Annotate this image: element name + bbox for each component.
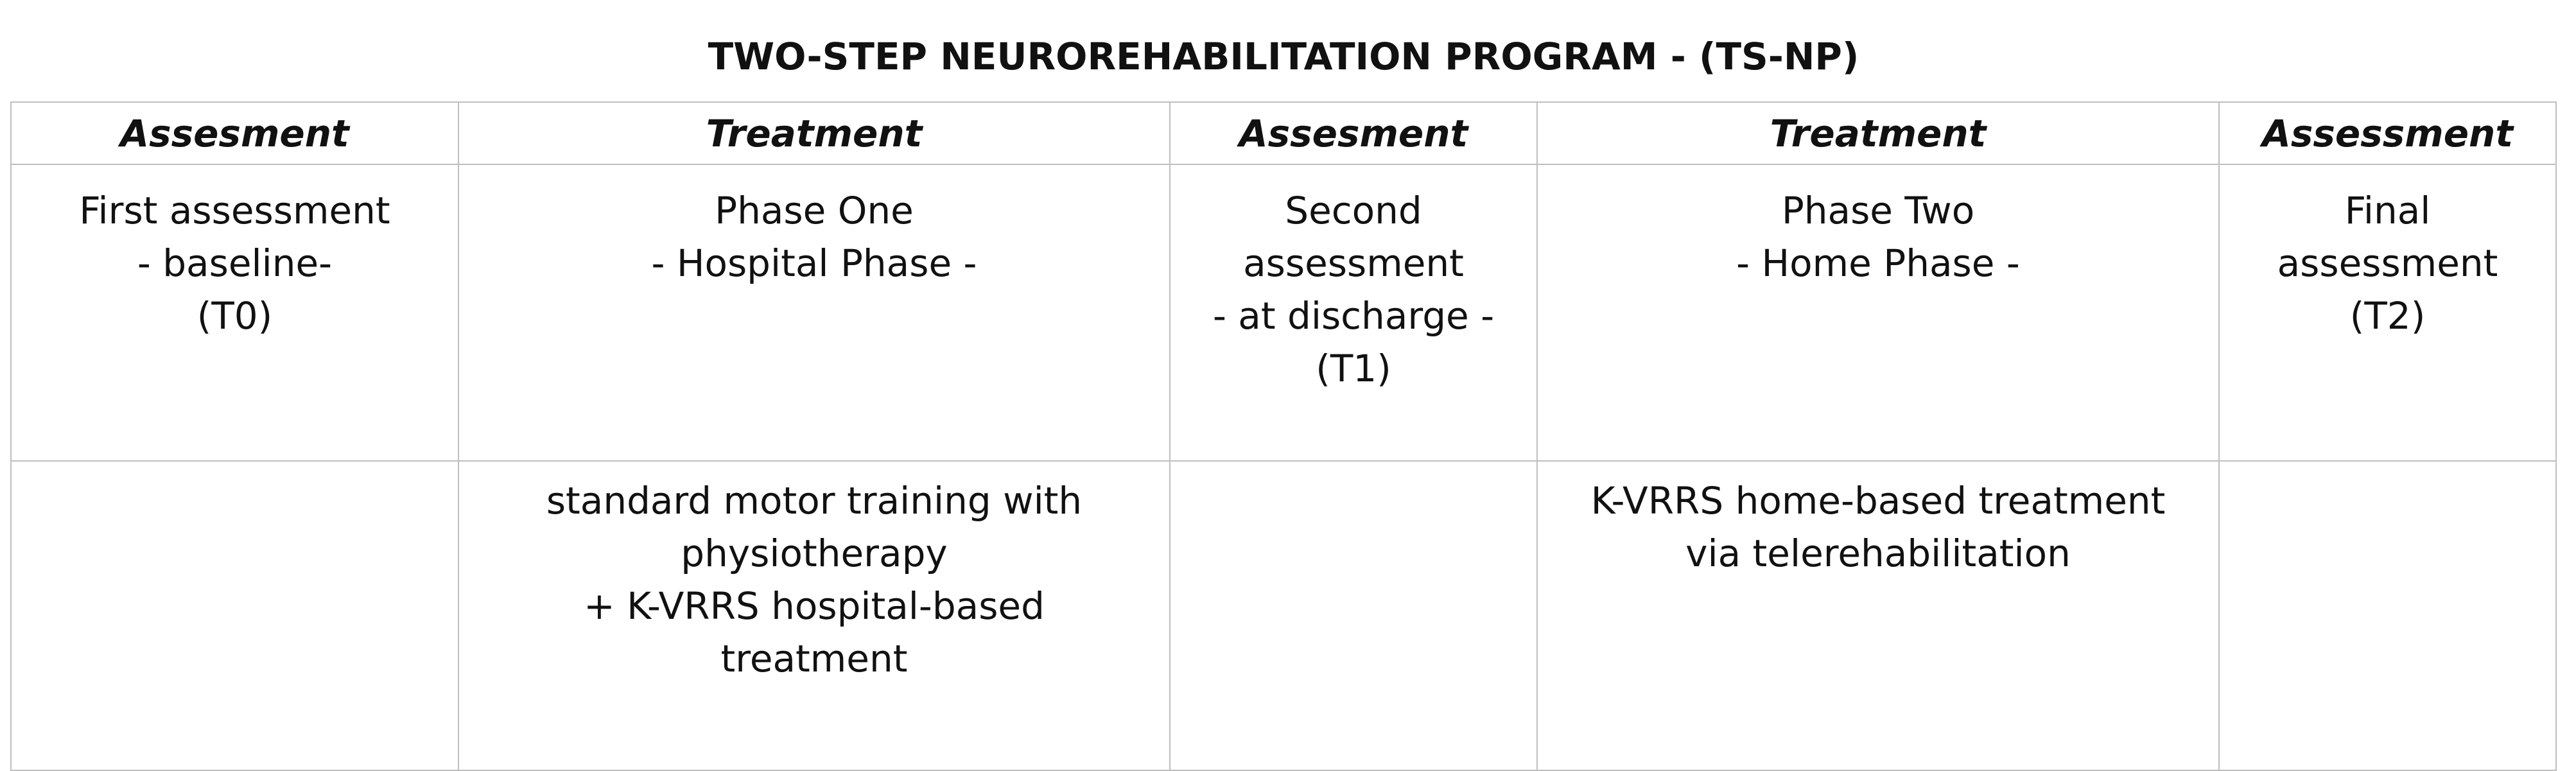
header-assessment-3: Assessment bbox=[2219, 102, 2556, 164]
cell-line: via telerehabilitation bbox=[1685, 532, 2071, 575]
cell-line: standard motor training with bbox=[546, 479, 1083, 523]
cell-phase-two bbox=[1537, 164, 2219, 461]
cell-empty-3 bbox=[2219, 461, 2556, 770]
cell-line: assessment bbox=[1243, 241, 1464, 285]
cell-first-assessment bbox=[11, 164, 458, 461]
cell-second-assessment bbox=[1170, 164, 1537, 461]
program-table bbox=[10, 10, 2557, 771]
header-assessment-1: Assesment bbox=[11, 102, 458, 164]
title-row bbox=[11, 11, 2556, 102]
cell-line: - Hospital Phase - bbox=[651, 241, 977, 285]
header-treatment-1: Treatment bbox=[458, 102, 1170, 164]
cell-line: K-VRRS home-based treatment bbox=[1590, 479, 2166, 523]
header-treatment-2: Treatment bbox=[1537, 102, 2219, 164]
cell-empty-2 bbox=[1170, 461, 1537, 770]
cell-line: (T0) bbox=[196, 294, 273, 338]
cell-final-assessment bbox=[2219, 164, 2556, 461]
cell-line: First assessment bbox=[79, 189, 390, 232]
cell-line: physiotherapy bbox=[681, 532, 948, 575]
header-row bbox=[11, 102, 2556, 164]
cell-line: Final bbox=[2344, 189, 2431, 232]
cell-line: + K-VRRS hospital-based bbox=[584, 584, 1045, 628]
header-assessment-2: Assesment bbox=[1170, 102, 1537, 164]
cell-line: Phase One bbox=[715, 189, 914, 232]
cell-phase-two-treatment bbox=[1537, 461, 2219, 770]
cell-phase-one bbox=[458, 164, 1170, 461]
cell-line: assessment bbox=[2277, 241, 2498, 285]
phase-row bbox=[11, 164, 2556, 461]
cell-line: (T1) bbox=[1316, 347, 1391, 390]
cell-line: treatment bbox=[720, 637, 908, 680]
cell-line: - at discharge - bbox=[1212, 294, 1495, 338]
detail-row bbox=[11, 461, 2556, 770]
cell-phase-one-treatment bbox=[458, 461, 1170, 770]
cell-line: (T2) bbox=[2349, 294, 2426, 338]
cell-empty-1 bbox=[11, 461, 458, 770]
cell-line: Phase Two bbox=[1781, 189, 1975, 232]
cell-line: Second bbox=[1285, 189, 1422, 232]
table-title: TWO-STEP NEUROREHABILITATION PROGRAM - (TS-NP) bbox=[11, 11, 2556, 102]
cell-line: - Home Phase - bbox=[1736, 241, 2020, 285]
cell-line: - baseline- bbox=[137, 241, 333, 285]
